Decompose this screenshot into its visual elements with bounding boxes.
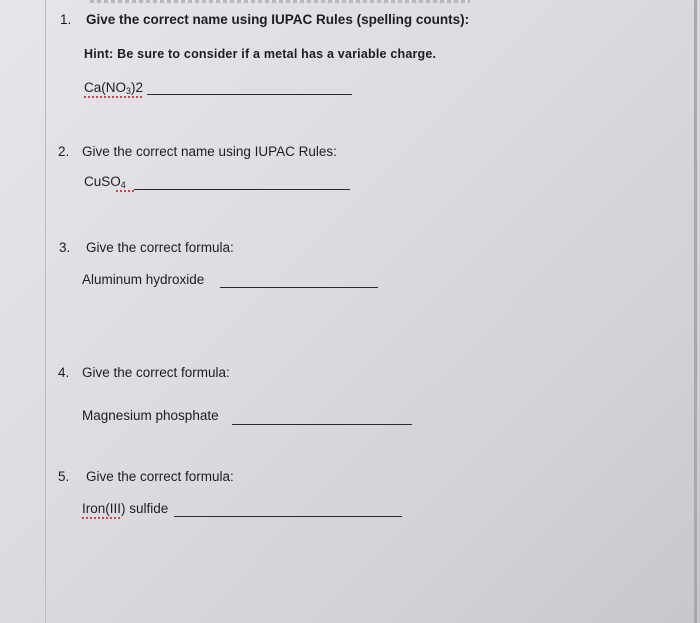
question-2-answer-line[interactable]: [134, 189, 350, 190]
question-1-formula-main: Ca(NO: [84, 80, 127, 95]
spellcheck-underline: [84, 96, 142, 98]
question-5-answer-line[interactable]: [174, 516, 402, 517]
question-1-prompt: Give the correct name using IUPAC Rules (spelling counts):: [86, 12, 470, 27]
question-1-formula-subscript: 3: [126, 86, 132, 96]
question-2-number: 2.: [58, 144, 70, 159]
question-3-number: 3.: [59, 240, 71, 255]
question-5-prompt: Give the correct formula:: [86, 469, 234, 484]
question-2-prompt: Give the correct name using IUPAC Rules:: [82, 144, 337, 159]
question-4-prompt: Give the correct formula:: [82, 365, 230, 380]
question-3-compound: Aluminum hydroxide: [82, 272, 205, 287]
question-3-answer-line[interactable]: [220, 287, 378, 288]
question-5-compound: Iron(III) sulfide: [82, 501, 169, 516]
question-2-formula-subscript: 4: [120, 180, 126, 190]
spellcheck-underline: [82, 517, 122, 519]
spellcheck-underline: [116, 190, 134, 192]
question-1-hint: Hint: Be sure to consider if a metal has a variable charge.: [84, 47, 437, 61]
question-5-number: 5.: [58, 469, 70, 484]
question-4-compound: Magnesium phosphate: [82, 408, 219, 423]
question-2-formula-main: CuSO: [84, 174, 121, 189]
question-1-answer-line[interactable]: [147, 94, 352, 95]
question-1-number: 1.: [60, 12, 72, 27]
question-1-formula-tail: )2: [131, 80, 144, 95]
question-1-formula: [84, 80, 143, 96]
question-4-answer-line[interactable]: [232, 424, 412, 425]
question-2-formula: [84, 174, 126, 190]
margin-line: [45, 0, 46, 623]
question-4-number: 4.: [58, 365, 70, 380]
paper-border: [694, 0, 697, 623]
question-3-prompt: Give the correct formula:: [86, 240, 234, 255]
paper-edge: [90, 0, 470, 3]
